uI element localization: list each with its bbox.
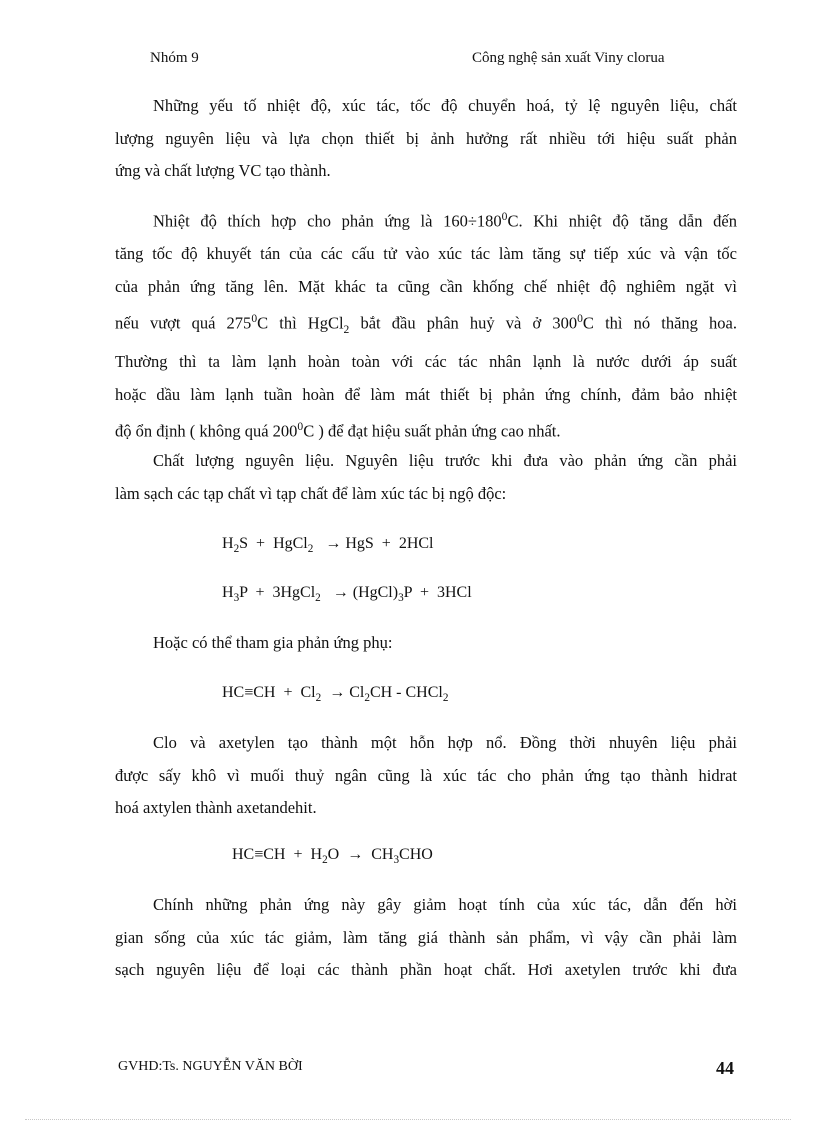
text-line: hoặc dầu làm lạnh tuần hoàn để làm mát thiết bị phản ứng chính, đảm bảo nhiệt — [115, 384, 737, 404]
text-line: Thường thì ta làm lạnh hoàn toàn với các tác nhân lạnh là nước dưới áp suất — [115, 352, 737, 372]
equation-hydration: $HC\equiv CH + H_2O \to CH_3CHO$ — [232, 846, 433, 867]
text-line: nếu vượt quá $275^0C$ thì HgCl$_2$ bắt đầu phân huỷ và ở $300^0C$ thì nó thăng hoa. — [115, 313, 737, 336]
text-line: Clo và axetylen tạo thành một hỗn hợp nổ. Đồng thời nhuyên liệu phải — [153, 733, 737, 752]
equation-h3p-hgcl2: $H_3P$ + 3HgCl$_2$ → $(HgCl)_3P + 3HCl$ — [222, 584, 472, 605]
footer-instructor: GVHD:Ts. NGUYỄN VĂN BỜI — [118, 1059, 303, 1074]
text-line: ứng và chất lượng VC tạo thành. — [115, 161, 331, 180]
text-line: lượng nguyên liệu và lựa chọn thiết bị ảnh hưởng rất nhiều tới hiệu suất phản — [115, 128, 737, 148]
text-line: gian sống của xúc tác giảm, làm tăng giá thành sản phẩm, vì vậy cần phải làm — [115, 927, 737, 947]
text-line: làm sạch các tạp chất vì tạp chất để làm xúc tác bị ngộ độc: — [115, 483, 507, 503]
text-line: sạch nguyên liệu để loại các thành phần hoạt chất. Hơi axetylen trước khi đưa — [115, 960, 737, 979]
text-line: hoá axtylen thành axetandehit. — [115, 798, 317, 817]
paragraph-side-reaction — [115, 627, 737, 660]
equation-h2s-hgcl2: $H_2S$ + HgCl$_2$ → HgS + 2HCl — [222, 535, 434, 556]
paragraph-raw-material-quality — [115, 445, 737, 510]
text-line: Hoặc có thể tham gia phản ứng phụ: — [153, 633, 393, 652]
paragraph-temperature — [115, 201, 737, 448]
text-line: Những yếu tố nhiệt độ, xúc tác, tốc độ chuyển hoá, tỷ lệ nguyên liệu, chất — [153, 96, 737, 115]
equation-acetylene-chlorine: $HC\equiv CH + Cl_2 \to Cl_2CH$ - CHCl$_2$ — [222, 684, 449, 705]
header-group-name: Nhóm 9 — [150, 50, 199, 66]
text-line: Nhiệt độ thích hợp cho phản ứng là $160\div 180^0C$. Khi nhiệt độ tăng dẫn đến — [153, 211, 737, 231]
paragraph-catalyst-activity — [115, 889, 737, 987]
text-line: tăng tốc độ khuyết tán của các cấu tử vào xúc tác làm tăng sự tiếp xúc và vận tốc — [115, 244, 737, 263]
header-document-title: Công nghệ sản xuất Viny clorua — [472, 50, 665, 66]
text-line: Chính những phản ứng này gây giảm hoạt tính của xúc tác, dẫn đến hời — [153, 895, 737, 914]
text-line: độ ổn định ( không quá $200^0C$ ) để đạt hiệu suất phản ứng cao nhất. — [115, 421, 561, 441]
page-bottom-divider — [25, 1119, 791, 1120]
text-line: của phản ứng tăng lên. Mặt khác ta cũng cần khống chế nhiệt độ nghiêm ngặt vì — [115, 276, 737, 296]
text-line: được sấy khô vì muối thuỷ ngân cũng là xúc tác cho phản ứng tạo thành hidrat — [115, 765, 737, 785]
text-line: Chất lượng nguyên liệu. Nguyên liệu trước khi đưa vào phản ứng cần phải — [153, 451, 737, 470]
paragraph-chlorine-acetylene — [115, 727, 737, 825]
paragraph-factors — [115, 90, 737, 188]
page-number: 44 — [716, 1058, 734, 1078]
